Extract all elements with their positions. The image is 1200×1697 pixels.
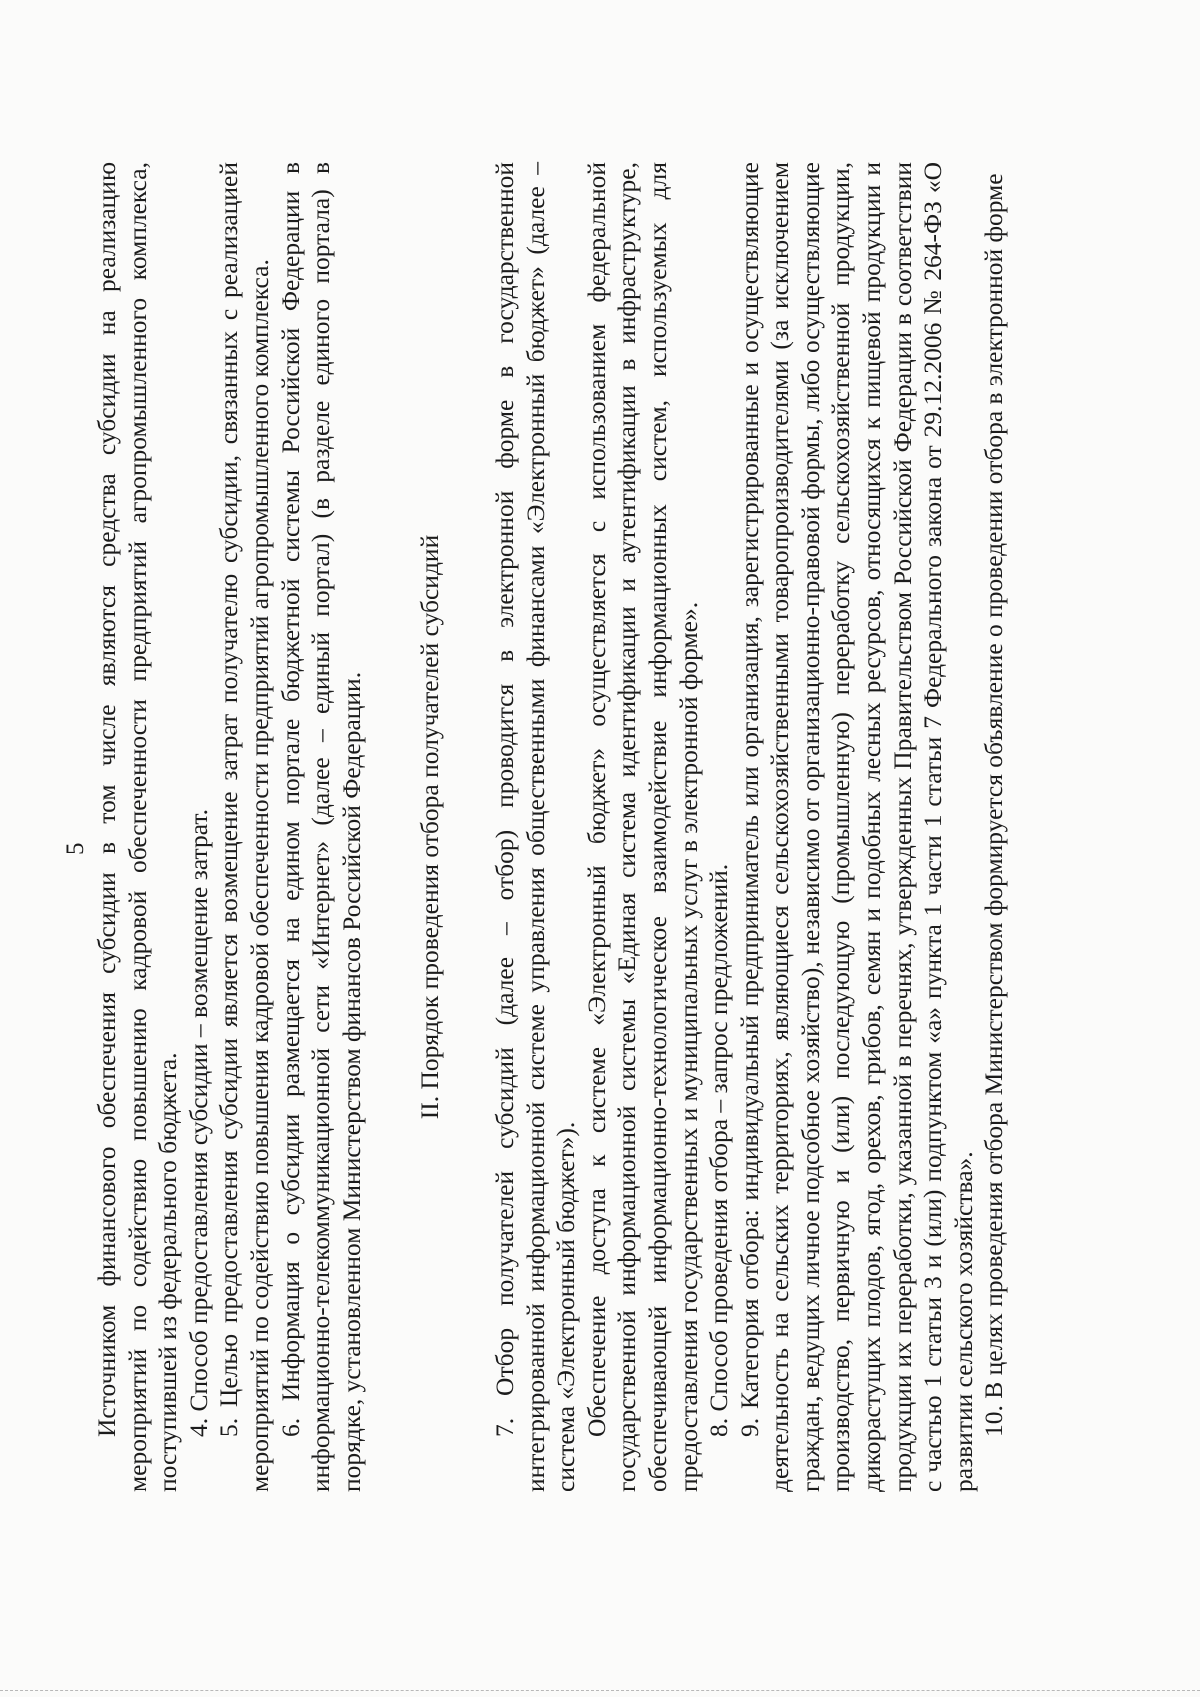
paragraph-4: 4. Способ предоставления субсидии – возмещение затрат.	[183, 809, 213, 1437]
page-number: 5	[62, 842, 89, 855]
paragraph-funding-source: Источником финансового обеспечения субсидии в том числе являются средства субсидии на реализацию мероприятий по содействию повышению кадровой обеспеченности предприятий агропромышленного комплекса, поступившей из федерального бюджета.	[92, 162, 183, 1492]
paragraph-7: 7. Отбор получателей субсидий (далее – отбор) проводится в электронной форме в государственной интегрированной информационной системе управления общественными финансами «Электронный бюджет» (далее – система «Электронный бюджет»).	[489, 162, 581, 1492]
scan-edge-line	[0, 1690, 1200, 1692]
paragraph-8: 8. Способ проведения отбора – запрос предложений.	[704, 863, 734, 1437]
section-title: II. Порядок проведения отбора получателей субсидий	[415, 534, 445, 1120]
document-body	[92, 162, 1010, 1492]
paragraph-access: Обеспечение доступа к системе «Электронный бюджет» осуществляется с использованием федеральной государственной информационной системы «Единая система идентификации и аутентификации в инфраструктуре, обеспечивающей информационно-технологическое взаимодействие информационных систем, используемых для предоставления государственных и муниципальных услуг в электронной форме».	[581, 162, 703, 1492]
paragraph-6: 6. Информация о субсидии размещается на едином портале бюджетной системы Российской Федерации в информационно-телекоммуникационной сети «Интернет» (далее – единый портал) (в разделе единого портала) в порядке, установленном Министерством финансов Российской Федерации.	[275, 162, 366, 1492]
paragraph-5: 5. Целью предоставления субсидии является возмещение затрат получателю субсидии, связанных с реализацией мероприятий по содействию повышения кадровой обеспеченности предприятий агропромышленного комплекса.	[214, 162, 274, 1492]
paragraph-10: 10. В целях проведения отбора Министерством формируется объявление о проведении отбора в электронной форме	[979, 173, 1009, 1437]
paragraph-9: 9. Категория отбора: индивидуальный предприниматель или организация, зарегистрированные и осуществляющие деятельность на сельских территориях, являющиеся сельскохозяйственными товаропроизводителями (за исключением граждан, ведущих личное подсобное хозяйство), независимо от организационно-правовой формы, либо осуществляющие производство, первичную и (или) последующую (промышленную) переработку сельскохозяйственной продукции, дикорастущих плодов, ягод, орехов, грибов, семян и подобных лесных ресурсов, относящихся к пищевой продукции и продукции их переработки, указанной в перечнях, утвержденных Правительством Российской Федерации в соответствии с частью 1 статьи 3 и (или) подпунктом «а» пункта 1 части 1 статьи 7 Федерального закона от 29.12.2006 № 264-ФЗ «О развитии сельского хозяйства».	[734, 162, 978, 1492]
